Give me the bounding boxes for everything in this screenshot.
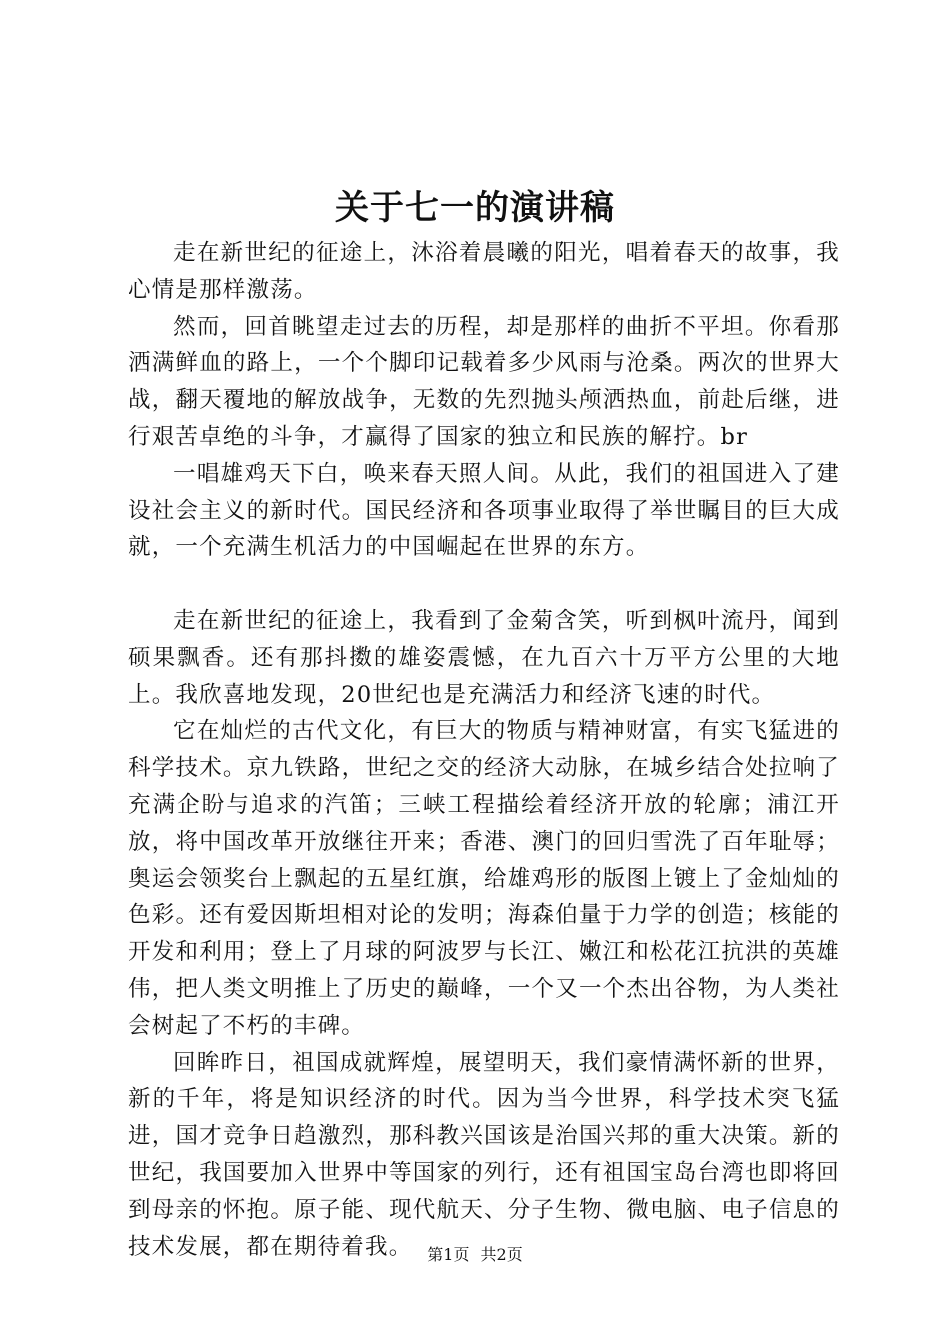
page-number-total: 共2页 [480,1245,523,1264]
paragraph-1: 走在新世纪的征途上，沐浴着晨曦的阳光，唱着春天的故事，我心情是那样激荡。 [128,240,840,303]
page-footer [0,1244,950,1266]
paragraph-5: 它在灿烂的古代文化，有巨大的物质与精神财富，有实飞猛进的科学技术。京九铁路，世纪之交的经济大动脉，在城乡结合处拉响了充满企盼与追求的汽笛；三峡工程描绘着经济开放的轮廓；浦江开放，将中国改革开放继往开来；香港、澳门的回归雪洗了百年耻辱；奥运会领奖台上飘起的五星红旗，给雄鸡形的版图上镀上了金灿灿的色彩。还有爱因斯坦相对论的发明；海森伯量于力学的创造；核能的开发和利用；登上了月球的阿波罗与长江、嫩江和松花江抗洪的英雄伟，把人类文明推上了历史的巅峰，一个又一个杰出谷物，为人类社会树起了不朽的丰碑。 [128,718,840,1039]
document-body [128,235,840,1265]
paragraph-2: 然而，回首眺望走过去的历程，却是那样的曲折不平坦。你看那洒满鲜血的路上，一个个脚印记载着多少风雨与沧桑。两次的世界大战，翻天覆地的解放战争，无数的先烈抛头颅洒热血，前赴后继，进行艰苦卓绝的斗争，才赢得了国家的独立和民族的解拧。br [128,313,840,450]
paragraph-4: 走在新世纪的征途上，我看到了金菊含笑，听到枫叶流丹，闻到硕果飘香。还有那抖擞的雄姿震憾，在九百六十万平方公里的大地上。我欣喜地发现，20世纪也是充满活力和经济飞速的时代。 [128,607,840,708]
page-number-current: 第1页 [427,1245,470,1264]
paragraph-6: 回眸昨日，祖国成就辉煌，展望明天，我们豪情满怀新的世界，新的千年，将是知识经济的时代。因为当今世界，科学技术突飞猛进，国才竞争日趋激烈，那科教兴国该是治国兴邦的重大决策。新的世纪，我国要加入世界中等国家的列行，还有祖国宝岛台湾也即将回到母亲的怀抱。原子能、现代航天、分子生物、微电脑、电子信息的技术发展，都在期待着我。 [128,1049,840,1260]
document-title: 关于七一的演讲稿 [335,188,615,228]
paragraph-3: 一唱雄鸡天下白，唤来春天照人间。从此，我们的祖国进入了建设社会主义的新时代。国民经济和各项事业取得了举世瞩目的巨大成就，一个充满生机活力的中国崛起在世界的东方。 [128,460,840,561]
